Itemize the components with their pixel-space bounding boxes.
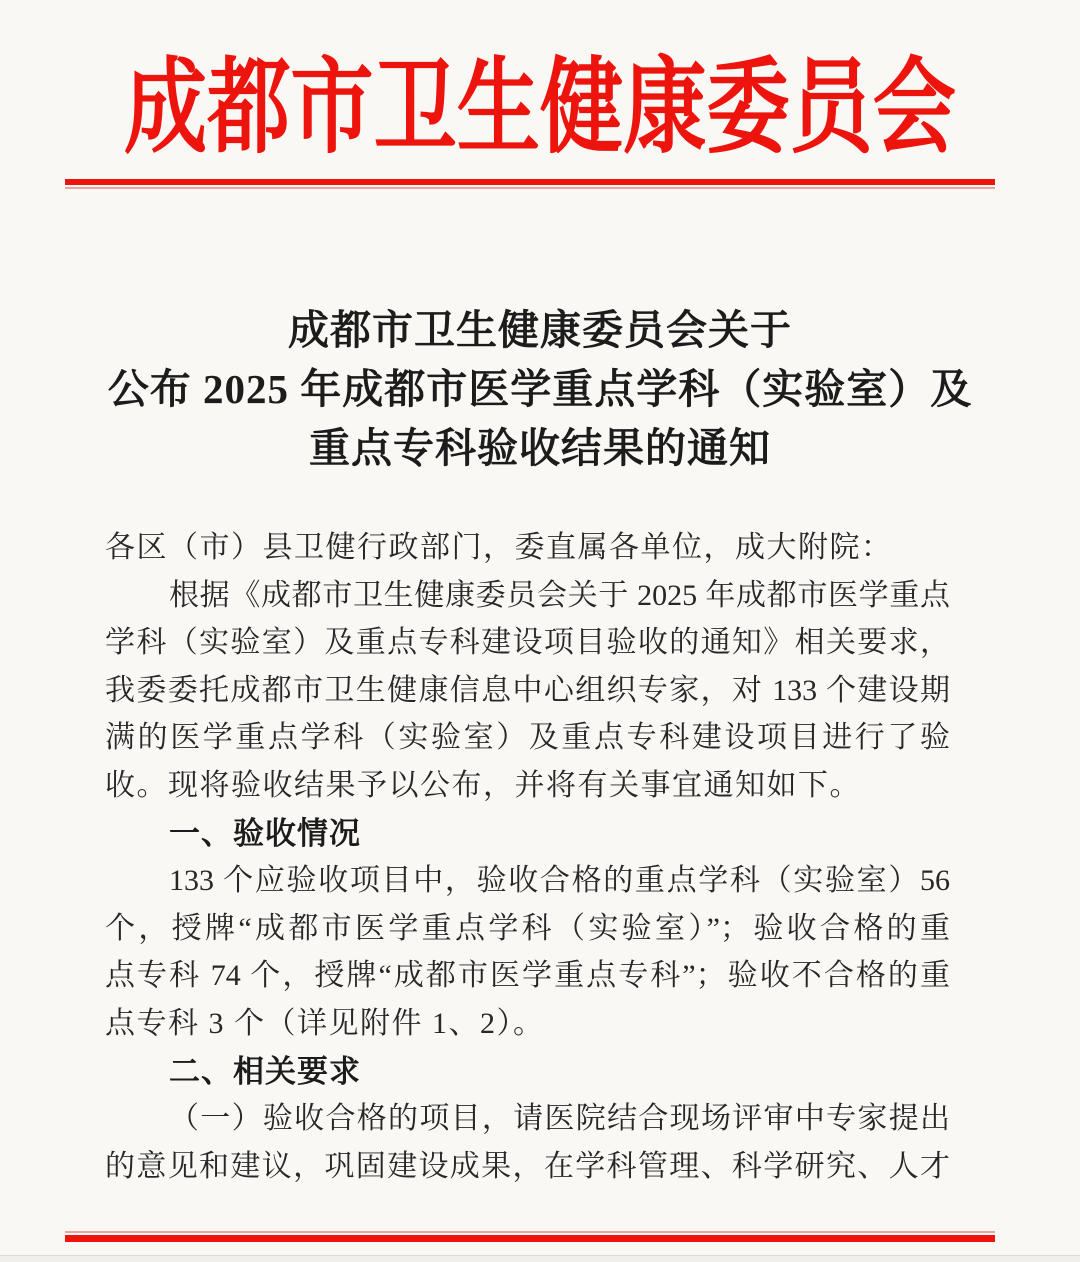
header-divider-thin-line <box>65 187 995 189</box>
document-title-line-1: 成都市卫生健康委员会关于 <box>288 307 792 353</box>
body-text-line: 个，授牌“成都市医学重点学科（实验室）”；验收合格的重 <box>105 911 950 945</box>
body-text-line: （一）验收合格的项目，请医院结合现场评审中专家提出 <box>169 1102 950 1136</box>
footer-divider-thin-line <box>65 1231 995 1233</box>
section-heading: 一、验收情况 <box>169 815 361 851</box>
body-text-line: 各区（市）县卫健行政部门，委直属各单位，成大附院： <box>105 531 893 564</box>
body-text-line: 点专科 74 个，授牌“成都市医学重点专科”；验收不合格的重 <box>105 959 950 993</box>
section-heading: 二、相关要求 <box>169 1053 361 1089</box>
body-text-line: 根据《成都市卫生健康委员会关于 2025 年成都市医学重点 <box>169 578 950 612</box>
body-text-line: 点专科 3 个（详见附件 1、2）。 <box>105 1006 545 1040</box>
footer-divider-thick-line <box>65 1235 995 1242</box>
page-bottom-edge <box>0 1255 1080 1262</box>
footer-divider-line <box>65 1231 995 1242</box>
document-title-line-2: 公布 2025 年成都市医学重点学科（实验室）及 <box>107 366 973 412</box>
body-text-line: 收。现将验收结果予以公布，并将有关事宜通知如下。 <box>105 768 861 802</box>
document-title-line-3: 重点专科验收结果的通知 <box>309 425 771 471</box>
body-text-line: 我委委托成都市卫生健康信息中心组织专家，对 133 个建设期 <box>105 673 950 707</box>
body-text-line: 133 个应验收项目中，验收合格的重点学科（实验室）56 <box>169 864 950 898</box>
document-body <box>105 524 950 1190</box>
body-text-line: 满的医学重点学科（实验室）及重点专科建设项目进行了验 <box>105 721 950 755</box>
header-divider-line <box>65 179 995 189</box>
header-divider-thick-line <box>65 179 995 185</box>
body-text-line: 的意见和建议，巩固建设成果，在学科管理、科学研究、人才 <box>105 1149 950 1183</box>
letterhead-text: 成都市卫生健康委员会 <box>123 51 956 166</box>
letterhead-org-name <box>0 52 1080 166</box>
document-title <box>0 301 1080 478</box>
body-text-line: 学科（实验室）及重点专科建设项目验收的通知》相关要求， <box>105 626 950 660</box>
